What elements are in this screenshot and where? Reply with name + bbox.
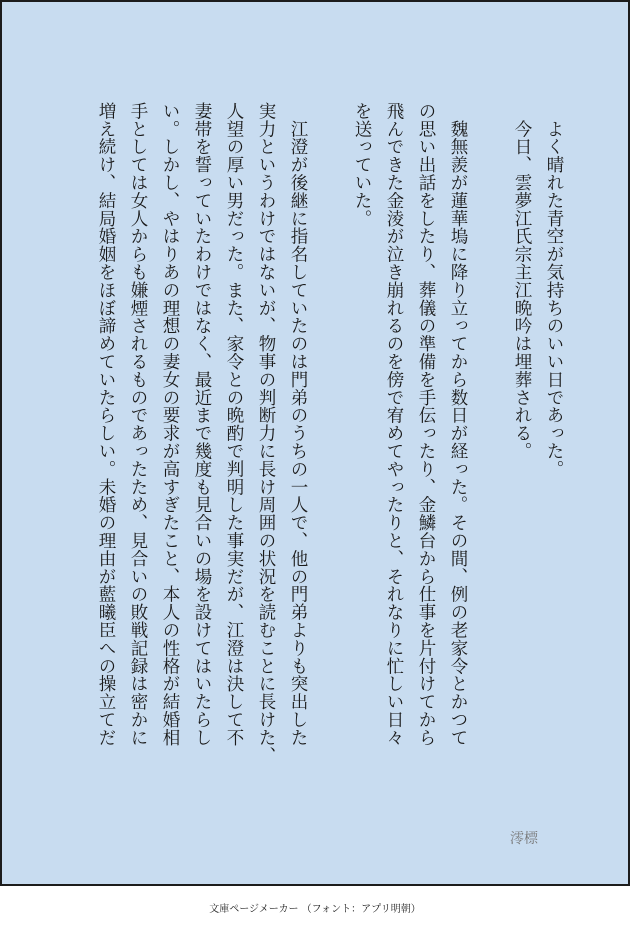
text-line: 飛んできた金淩が泣き崩れるのを傍で宥めてやったりと、それなりに忙しい日々 [384,102,404,747]
text-line: よく晴れた青空が気持ちのいい日であった。 [544,102,564,478]
text-line: 人望の厚い男だった。また、家令との晩酌で判明した事実だが、江澄は決して不 [224,102,244,747]
text-line: 実力というわけではないが、物事の判断力に長け周囲の状況を読むことに長けた、 [256,102,276,765]
paragraph-gap [474,102,506,802]
text-line: 増え続け、結局婚姻をほぼ諦めていたらしい。未婚の理由が藍曦臣への操立てだ [96,102,116,747]
text-line: 魏無羨が蓮華塢に降り立ってから数日が経った。その間、例の老家令とかつて [448,102,468,747]
body-text [90,102,570,802]
author-signature: 澪標 [510,831,538,847]
text-line: 手としては女人からも嫌煙されるものであったため、見合いの敗戦記録は密かに [128,102,148,747]
text-line: の思い出話をしたり、葬儀の準備を手伝ったり、金鱗台から仕事を片付けてから [416,102,436,747]
text-line: 妻帯を誓っていたわけではなく、最近まで幾度も見合いの場を設けてはいたらし [192,102,212,747]
text-line: 江澄が後継に指名していたのは門弟のうちの一人で、他の門弟よりも突出した [288,102,308,747]
footer-caption: 文庫ページメーカー （フォント：アプリ明朝） [209,904,421,915]
text-line: 今日、雲夢江氏宗主江晩吟は埋葬される。 [512,102,532,460]
text-line: い。しかし、やはりあの理想の妻女の要求が高すぎたこと、本人の性格が結婚相 [160,102,180,747]
text-line: を送っていた。 [352,102,372,228]
paragraph-gap [314,102,346,802]
